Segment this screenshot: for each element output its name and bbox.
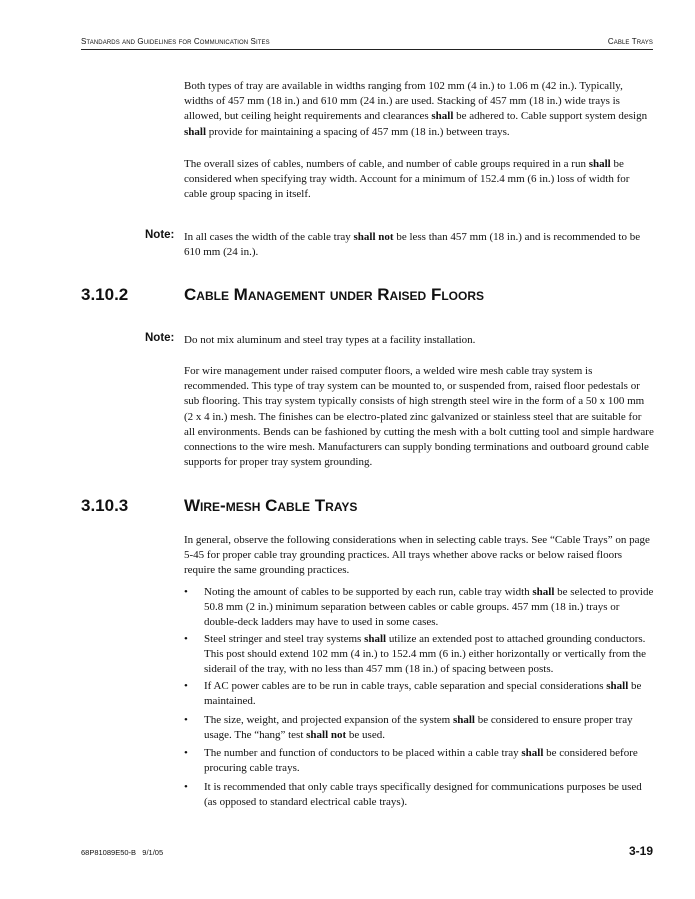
bullet-marker: •	[184, 633, 188, 645]
body-text: be maintained.	[204, 680, 642, 708]
body-text: It is recommended that only cable trays specifically designed for communications purposes be used (as opposed to standard electrical cable trays).	[204, 781, 642, 809]
list-item	[184, 632, 654, 678]
section-title: Wire-mesh Cable Trays	[184, 496, 358, 515]
body-text: In all cases the width of the cable tray	[184, 231, 354, 243]
section-number: 3.10.3	[81, 496, 129, 515]
list-item-text	[204, 632, 654, 678]
paragraph-tray-sizing	[184, 157, 654, 203]
list-item	[184, 713, 654, 743]
list-item	[184, 746, 654, 776]
emphasis-text: shall not	[353, 231, 394, 243]
list-item-text	[204, 746, 654, 776]
body-text: The number and function of conductors to be placed within a cable tray	[204, 747, 522, 759]
footer-doc-id: 68P81089E50-B 9/1/05	[81, 848, 164, 857]
emphasis-text: shall	[606, 680, 629, 692]
body-text: The overall sizes of cables, numbers of cable, and number of cable groups required in a run	[184, 158, 589, 170]
paragraph-raised-floor	[184, 364, 654, 470]
list-item-text	[204, 679, 654, 709]
bullet-marker: •	[184, 714, 188, 726]
paragraph-considerations	[184, 533, 654, 579]
bullet-marker: •	[184, 781, 188, 793]
list-item	[184, 585, 654, 631]
body-text: provide for maintaining a spacing of 457 mm (18 in.) between trays.	[206, 125, 510, 138]
list-item-text	[204, 780, 654, 810]
emphasis-text: shall	[431, 110, 454, 123]
header-rule	[81, 49, 653, 50]
bullet-marker: •	[184, 586, 188, 598]
header-right-title: Cable Trays	[607, 37, 653, 46]
footer-page-number: 3-19	[628, 844, 653, 858]
emphasis-text: shall	[184, 125, 207, 138]
note-tray-width	[184, 230, 654, 260]
bullet-marker: •	[184, 747, 188, 759]
emphasis-text: shall	[452, 714, 475, 726]
header-left-title: Standards and Guidelines for Communication Sites	[81, 37, 270, 46]
paragraph-tray-widths	[184, 79, 654, 140]
list-item-text	[204, 713, 654, 743]
section-number: 3.10.2	[81, 285, 129, 304]
body-text: utilize an extended post to attached grounding conductors. This post should extend 102 mm (4 in.) to 152.4 mm (6 in.) either horizontally or vertically from the siderail of the tray, with no less than 457 mm (18 in.) of spacing between posts.	[204, 633, 647, 676]
body-text: If AC power cables are to be run in cable trays, cable separation and special considerations	[204, 680, 607, 692]
body-text: For wire management under raised computer floors, a welded wire mesh cable tray system is recommended. This type of tray system can be mounted to, or suspended from, raised floor pedestals or sub flooring. This tray system typically consists of high strength steel wire in the form of a 50 x 100 mm (2 x 4 in.) mesh. The finishes can be electro-plated zinc galvanized or stainless steel that are suitable for all environments. Bends can be fashioned by cutting the mesh with a bolt cutting tool and simple hardware connections to the wire mesh. Manufacturers can supply bonding terminations and outboard ground cable supports for proper tray system grounding.	[184, 365, 654, 469]
emphasis-text: shall	[532, 586, 555, 598]
body-text: Do not mix aluminum and steel tray types at a facility installation.	[184, 334, 476, 346]
emphasis-text: shall	[521, 747, 544, 759]
bullet-marker: •	[184, 680, 188, 692]
emphasis-text: shall	[364, 633, 387, 645]
body-text: be selected to provide 50.8 mm (2 in.) minimum separation between cables or cable groups. 457 mm (18 in.) trays or double-deck ladders may have to used in some cases.	[204, 586, 654, 629]
body-text: Both types of tray are available in widths ranging from 102 mm (4 in.) to 1.06 m (42 in.). Typically, widths of 457 mm (18 in.) and 610 mm (24 in.) are used. Stacking of 457 mm (18 in.) wide trays is allowed, but ceiling height requirements and clearances	[184, 80, 623, 123]
body-text: be adhered to. Cable support system design	[453, 110, 648, 123]
emphasis-text: shall not	[306, 729, 347, 742]
list-item-text	[204, 585, 654, 631]
emphasis-text: shall	[588, 158, 611, 170]
list-item	[184, 679, 654, 709]
note-label: Note:	[145, 332, 175, 344]
list-item	[184, 780, 654, 810]
body-text: Noting the amount of cables to be supported by each run, cable tray width	[204, 586, 533, 598]
body-text: In general, observe the following considerations when in selecting cable trays. See “Cable Trays” on page 5-45 for proper cable tray grounding practices. All trays whether above racks or below raised floors require the same grounding practices.	[184, 534, 650, 577]
page-header	[81, 37, 653, 51]
body-text: The size, weight, and projected expansion of the system	[204, 714, 453, 726]
body-text: be used.	[346, 729, 385, 742]
body-text: be considered when specifying tray width. Account for a minimum of 152.4 mm (6 in.) loss of width for cable group spacing in itself.	[184, 158, 630, 201]
body-text: be considered before procuring cable trays.	[204, 747, 638, 775]
body-text: Steel stringer and steel tray systems	[204, 633, 365, 645]
note-label: Note:	[145, 229, 175, 241]
note-mixed-trays	[184, 333, 654, 348]
body-text: be less than 457 mm (18 in.) and is recommended to be 610 mm (24 in.).	[184, 231, 641, 259]
body-text: be considered to ensure proper tray usage. The “hang” test	[204, 714, 633, 742]
section-title: Cable Management under Raised Floors	[184, 285, 484, 304]
